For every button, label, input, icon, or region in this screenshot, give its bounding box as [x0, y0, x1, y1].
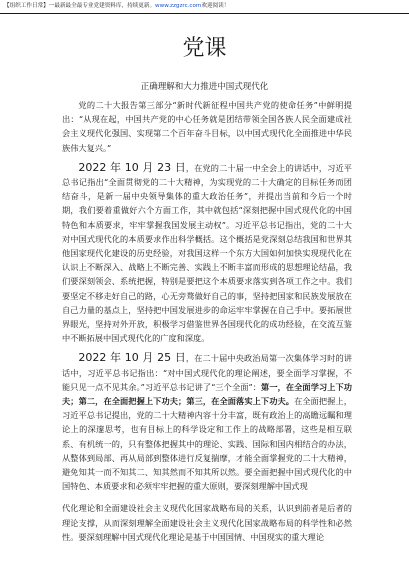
paragraph-3-text-b: 在全面把握上，习近平总书记提出，党的二十大精神内容十分丰富，既有政治上的高瞻远瞩和理论上的深邃思考，也有目标上的科学设定和工作上的战略部署，这些是相互联系、有机统一的，只有整体把握其中的理论、实践、国际和国内相结合的办法，从整体到局部、再从局部到整体进行反复揣摩，才能全面掌握党的二十大精神，避免知其一而不知其二、知其然而不知其所以然。要全面把握中国式现代化的中国特色、本质要求和必须牢牢把握的重大原则，要深刻理解中国式现 [62, 396, 352, 492]
paragraph-2 [62, 161, 352, 346]
paragraph-1: 党的二十大报告第三部分“新时代新征程中国共产党的使命任务”中鲜明提出：“从现在起，中国共产党的中心任务就是团结带领全国各族人民全面建成社会主义现代化强国、实现第二个百年奋斗目标，以中国式现代化全面推进中华民族伟大复兴。” [62, 100, 352, 153]
paragraph-3-bold: 第一，在全面学习上下功夫；第二，在全面把握上下功夫；第三，在全面落实上下功夫。 [62, 381, 352, 407]
paragraph-3 [62, 351, 352, 493]
paragraph-2-text: ，在党的二十届一中全会上的讲话中，习近平总书记指出“全面贯彻党的二十大精神，为实现党的二十大确定的目标任务而团结奋斗，是新一届中央领导集体的重大政治任务”，并提出当前和今后一个时期，我们要着重做好六个方面工作，其中就包括“深刻把握中国式现代化的中国特色和本质要求，牢牢掌握我国发展主动权”。习近平总书记指出，党的二十大对中国式现代化的本质要求作出科学概括。这个概括是党深刻总结我国和世界其他国家现代化建设的历史经验，对我国这样一个东方大国如何加快实现现代化在认识上不断深入、战略上不断完善、实践上不断丰富而形成的思想理论结晶，我们要深刻领会、系统把握，特别是要把这个本质要求落实到各项工作之中。我们要坚定不移走好自己的路，心无旁骛做好自己的事，坚持把国家和民族发展放在自己力量的基点上，坚持把中国发展进步的命运牢牢掌握在自己手中。要拓展世界眼光，坚持对外开放，积极学习借鉴世界各国现代化的成功经验，在交流互鉴中不断拓展中国式现代化的广度和深度。 [62, 162, 352, 344]
header-prefix-text: 【组织工作日常】一最新最全最专业党建资料库，持续更新。 [4, 3, 156, 9]
document-title: 党课 [182, 36, 227, 61]
paragraph-2-date: 2022 年 10 月 23 日 [78, 160, 186, 174]
document-body [62, 98, 352, 550]
paragraph-4: 代化理论和全面建设社会主义现代化国家战略布局的关系，认识到前者是后者的理论支撑，从而深刻理解全面建设社会主义现代化国家战略布局的科学性和必然性。要深刻理解中国式现代化理论是基于中国国情、中国现实的重大理论 [62, 503, 352, 542]
paragraph-3-text-a: ，在二十届中央政治局第一次集体学习时的讲话中，习近平总书记指出：“对中国式现代化的理论阐述，要全面学习掌握，不能只见一点不见其余。”习近平总书记讲了“三个全面”： [62, 353, 352, 392]
header-suffix-text: 欢迎阅读！ [201, 3, 230, 9]
site-url-link[interactable]: www.zzgzrc.com [155, 3, 202, 9]
site-header-bar [0, 0, 409, 14]
paragraph-3-date: 2022 年 10 月 25 日 [78, 351, 186, 365]
document-subtitle: 正确理解和大力推进中国式现代化 [140, 82, 269, 92]
